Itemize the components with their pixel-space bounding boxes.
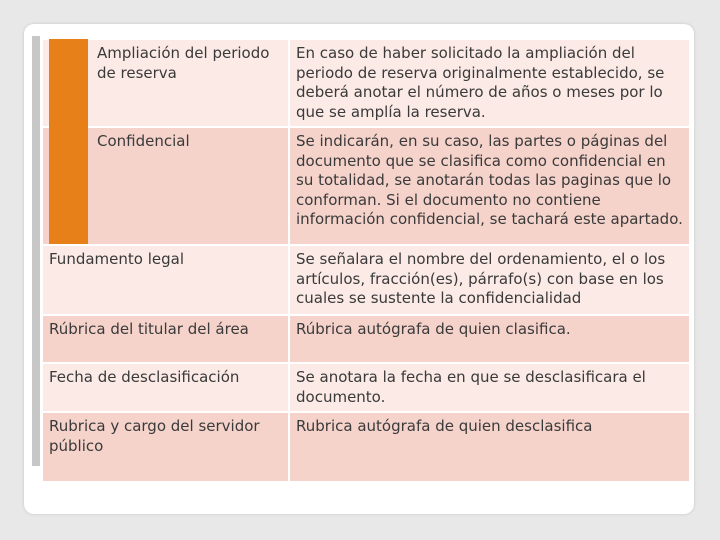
table-row — [42, 315, 690, 363]
table-row — [42, 245, 690, 315]
classification-table — [41, 38, 691, 483]
row-label: Rúbrica del titular del área — [42, 315, 289, 363]
row-description: Se indicarán, en su caso, las partes o páginas del documento que se clasifica como confidencial en su totalidad, se anotarán todas las paginas que lo conforman. Si el documento no contiene información confidencial, se tachará este apartado. — [289, 127, 690, 245]
table-row — [42, 127, 690, 245]
row-label: Fecha de desclasificación — [42, 363, 289, 412]
accent-bar — [32, 36, 40, 466]
table-row — [42, 39, 690, 127]
row-label: Ampliación del periodo de reserva — [42, 39, 289, 127]
row-description: Rúbrica autógrafa de quien clasifica. — [289, 315, 690, 363]
row-label: Fundamento legal — [42, 245, 289, 315]
table-row — [42, 412, 690, 482]
row-description: Rubrica autógrafa de quien desclasifica — [289, 412, 690, 482]
row-description: En caso de haber solicitado la ampliación del periodo de reserva originalmente establecido, se deberá anotar el número de años o meses por lo que se amplía la reserva. — [289, 39, 690, 127]
table-row — [42, 363, 690, 412]
row-label: Confidencial — [42, 127, 289, 245]
row-description: Se señalara el nombre del ordenamiento, el o los artículos, fracción(es), párrafo(s) con base en los cuales se sustente la confidencialidad — [289, 245, 690, 315]
row-description: Se anotara la fecha en que se desclasificara el documento. — [289, 363, 690, 412]
orange-accent-block — [49, 39, 88, 244]
row-label: Rubrica y cargo del servidor público — [42, 412, 289, 482]
